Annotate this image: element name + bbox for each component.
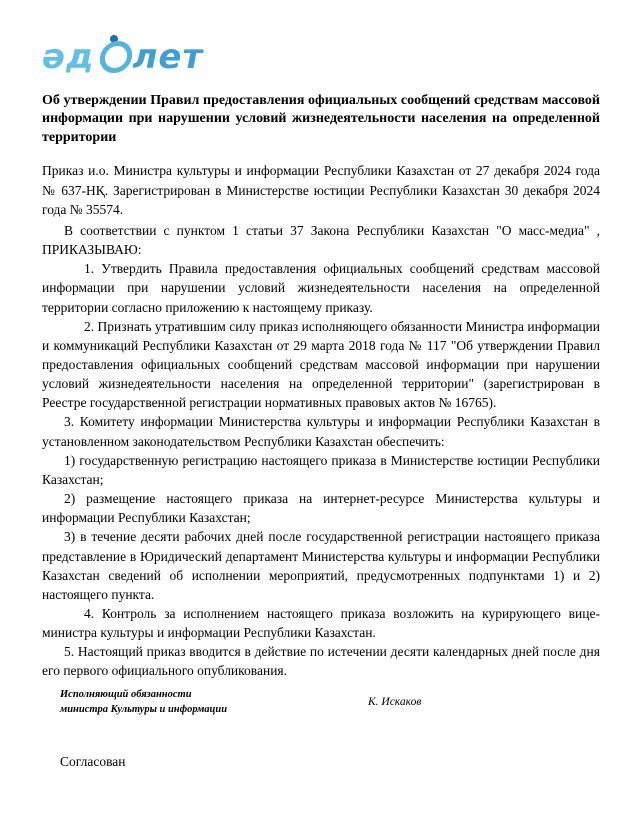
adilet-logo[interactable] <box>42 26 600 77</box>
paragraph-point-1: 1. Утвердить Правила предоставления официальных сообщений средствам массовой информации при нарушении условий жизнедеятельности населения на определенной территории согласно приложению к настоящему приказу. <box>42 261 600 315</box>
logo-text-right: лет <box>132 37 204 77</box>
logo-text-left: әд <box>42 37 95 77</box>
signatory-position-line-2: министра Культуры и информации <box>60 704 228 716</box>
signatory-position-line-1: Исполняющий обязанности <box>60 688 192 700</box>
paragraph-point-5: 5. Настоящий приказ вводится в действие по истечении десяти календарных дней после дня его первого официального опубликования. <box>42 644 600 679</box>
paragraph-point-2: 2. Признать утратившим силу приказ исполняющего обязанности Министра информации и коммуникаций Республики Казахстан от 29 марта 2018 года № 117 "Об утверждении Правил предоставления официальных сообщений средствам массовой информации при нарушении условий жизнедеятельности населения на определенной территории" (зарегистрирован в Реестре государственной регистрации нормативных правовых актов № 16765). <box>42 318 600 411</box>
paragraph-preamble: В соответствии с пунктом 1 статьи 37 Закона Республики Казахстан "О масс-медиа" , ПРИКАЗЫВАЮ: <box>42 222 600 258</box>
agreed-label: Согласован <box>60 754 126 770</box>
logo-i-ring <box>97 41 133 73</box>
paragraph-subpoint-3: 3) в течение десяти рабочих дней после государственной регистрации настоящего приказа представление в Юридический департамент Министерства культуры и информации Республики Казахстан сведений об исполнении мероприятий, предусмотренных подпунктами 1) и 2) настоящего пункта. <box>42 529 600 602</box>
paragraph-point-4: 4. Контроль за исполнением настоящего приказа возложить на курирующего вице-министра культуры и информации Республики Казахстан. <box>42 606 600 641</box>
document-meta: Приказ и.о. Министра культуры и информации Республики Казахстан от 27 декабря 2024 года № 637-НҚ. Зарегистрирован в Министерстве юстиции Республики Казахстан 30 декабря 2024 года № 35574. <box>42 163 600 217</box>
signatory-position <box>60 687 250 719</box>
paragraph-point-3: 3. Комитету информации Министерства культуры и информации Республики Казахстан в установленном законодательством Республики Казахстан обеспечить: <box>42 414 600 449</box>
signatory-name: К. Искаков <box>368 696 422 709</box>
document-title: Об утверждении Правил предоставления официальных сообщений средствам массовой информации при нарушении условий жизнедеятельности населения на определенной территории <box>42 93 600 145</box>
logo-i-mark <box>97 32 131 74</box>
paragraph-subpoint-1: 1) государственную регистрацию настоящего приказа в Министерстве юстиции Республики Казахстан; <box>42 452 600 487</box>
paragraph-subpoint-2: 2) размещение настоящего приказа на интернет-ресурсе Министерства культуры и информации Республики Казахстан; <box>42 491 600 526</box>
signature-block <box>42 687 600 719</box>
